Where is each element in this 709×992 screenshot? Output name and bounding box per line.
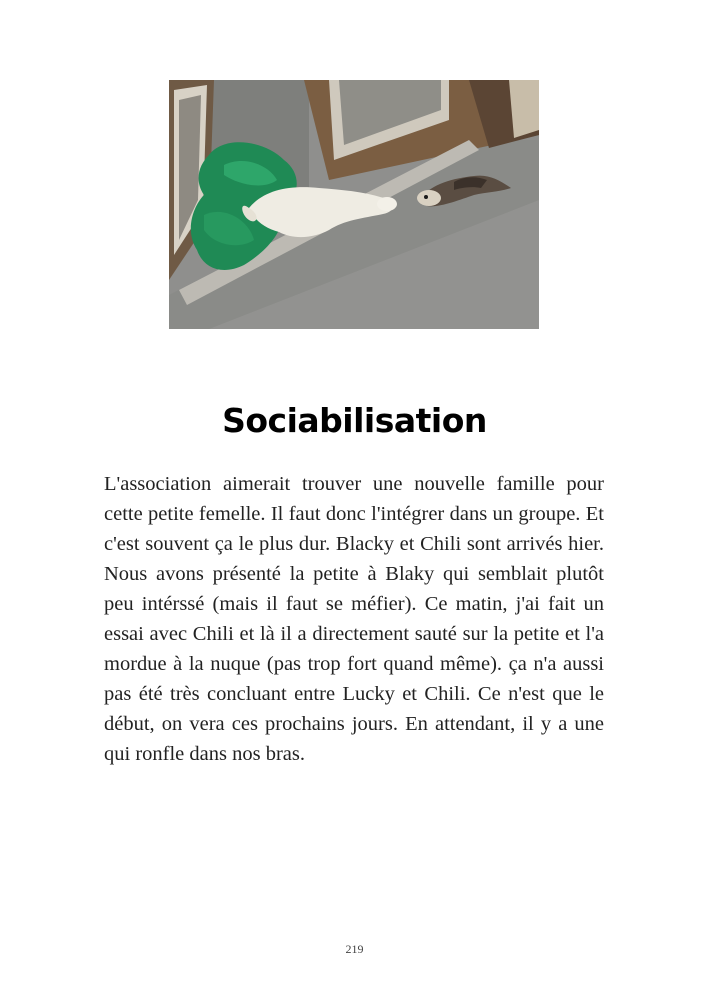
body-paragraph: L'association aimerait trouver une nouvelle famille pour cette petite femelle. Il faut donc l'intégrer dans un groupe. Et c'est souvent ça le plus dur. Blacky et Chili sont arrivés hier. Nous avons présenté la petite à Blaky qui semblait plutôt peu intérssé (mais il faut se méfier). Ce matin, j'ai fait un essai avec Chili et là il a directement sauté sur la petite et l'a mordue à la nuque (pas trop fort quand même). ça n'a aussi pas été très concluant entre Lucky et Chili. Ce n'est que le début, on vera ces prochains jours. En attendant, il y a une qui ronfle dans nos bras. [104, 473, 604, 765]
page-title: Sociabilisation [222, 401, 487, 440]
page-number: 219 [345, 942, 364, 956]
ferrets-photo [169, 80, 539, 329]
